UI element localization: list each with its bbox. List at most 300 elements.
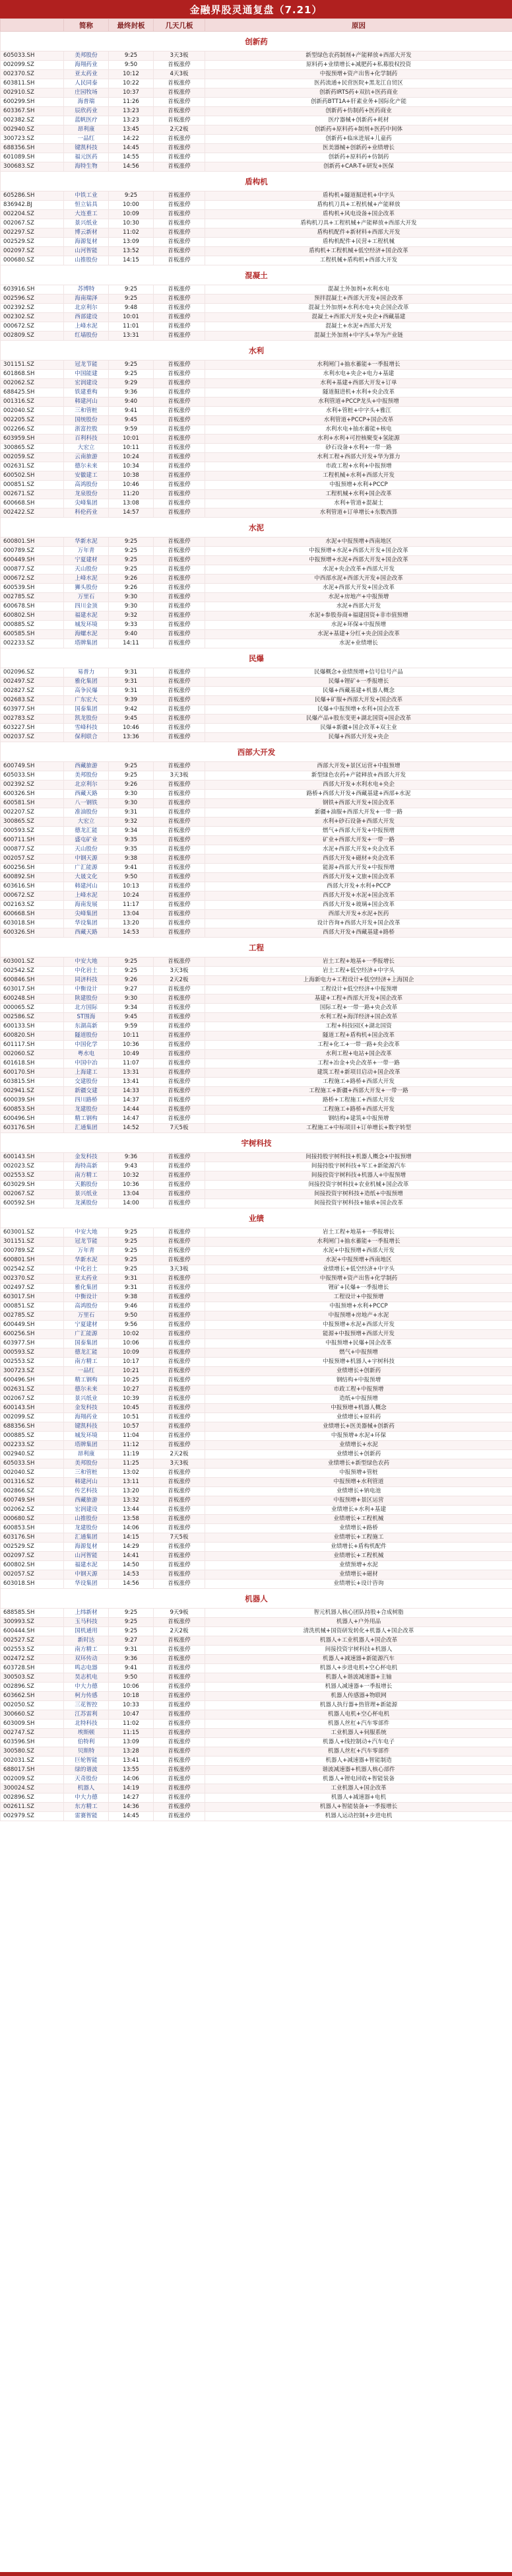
stock-name: 国统股份 bbox=[64, 416, 109, 425]
seal-time: 9:30 bbox=[109, 790, 154, 799]
stock-name: 上峰水泥 bbox=[64, 322, 109, 331]
board-count: 首板涨停 bbox=[154, 910, 205, 919]
reason: 间接投资宇树科技+农业机械+国企改革 bbox=[205, 1181, 512, 1190]
seal-time: 9:25 bbox=[109, 370, 154, 379]
board-count: 首板涨停 bbox=[154, 285, 205, 295]
reason: 水利工程+海洋经济+国企改革 bbox=[205, 1013, 512, 1022]
reason: 机器人+工业机器人+国企改革 bbox=[205, 1636, 512, 1646]
seal-time: 14:22 bbox=[109, 135, 154, 144]
table-row bbox=[1, 845, 512, 854]
table-row bbox=[1, 538, 512, 547]
reason: 工程机械+水利+西部大开发 bbox=[205, 471, 512, 481]
stock-code: 603001.SZ bbox=[1, 1228, 64, 1237]
board-count: 首板涨停 bbox=[154, 1013, 205, 1022]
reason: 水利+砂石设备+西部大开发 bbox=[205, 818, 512, 827]
stock-code: 002809.SZ bbox=[1, 331, 64, 341]
board-count: 首板涨停 bbox=[154, 882, 205, 891]
stock-name: 山河智能 bbox=[64, 247, 109, 256]
seal-time: 10:11 bbox=[109, 444, 154, 453]
table-row bbox=[1, 379, 512, 388]
seal-time: 9:50 bbox=[109, 1673, 154, 1683]
stock-name: 宁夏建材 bbox=[64, 556, 109, 565]
stock-code: 000680.SZ bbox=[1, 256, 64, 265]
stock-code: 002097.SZ bbox=[1, 1552, 64, 1561]
stock-code: 002683.SZ bbox=[1, 696, 64, 705]
stock-code: 002067.SZ bbox=[1, 219, 64, 228]
reason: 清洗机械+国资研发转化+机器人+国企改革 bbox=[205, 1627, 512, 1636]
seal-time: 13:52 bbox=[109, 247, 154, 256]
stock-code: 002040.SZ bbox=[1, 1469, 64, 1478]
stock-code: 600299.SH bbox=[1, 98, 64, 107]
board-count: 首板涨停 bbox=[154, 398, 205, 407]
table-row bbox=[1, 1655, 512, 1664]
reason: 机器人丝杠+汽车零部件 bbox=[205, 1747, 512, 1757]
reason: 间接投资宇树科技+机器人 bbox=[205, 1646, 512, 1655]
reason: 机器人运动控制+步进电机 bbox=[205, 1812, 512, 1821]
table-row bbox=[1, 1228, 512, 1237]
reason: 市政工程+中报预增 bbox=[205, 1385, 512, 1395]
footer-bar bbox=[0, 2572, 512, 2576]
reason: 西部大开发+水利水电+央企 bbox=[205, 781, 512, 790]
stock-code: 002422.SZ bbox=[1, 508, 64, 518]
section-header bbox=[1, 1208, 512, 1228]
stock-name: 万年青 bbox=[64, 547, 109, 556]
stock-code: 600444.SH bbox=[1, 1627, 64, 1636]
stock-name: 传艺科技 bbox=[64, 1487, 109, 1496]
stock-name: 浙富控股 bbox=[64, 425, 109, 435]
stock-code: 603017.SH bbox=[1, 1293, 64, 1302]
stock-name: 红墙股份 bbox=[64, 331, 109, 341]
reason: 业绩增长+新型绿色农药 bbox=[205, 1459, 512, 1469]
stock-name: 准油股份 bbox=[64, 808, 109, 818]
stock-code: 600801.SH bbox=[1, 1256, 64, 1265]
board-count: 首板涨停 bbox=[154, 425, 205, 435]
page-title: 金融界股灵通复盘（7.21） bbox=[0, 0, 512, 18]
table-row bbox=[1, 790, 512, 799]
section-title: 水泥 bbox=[1, 518, 512, 538]
seal-time: 9:36 bbox=[109, 1655, 154, 1664]
board-count: 首板涨停 bbox=[154, 1413, 205, 1422]
stock-code: 000851.SZ bbox=[1, 1302, 64, 1311]
stock-code: 601117.SH bbox=[1, 1041, 64, 1050]
board-count: 首板涨停 bbox=[154, 1190, 205, 1199]
stock-name: 四川路桥 bbox=[64, 1096, 109, 1105]
reason: 业绩增长+盾构机配件 bbox=[205, 1543, 512, 1552]
reason: 水利水电+央企+电力+基建 bbox=[205, 370, 512, 379]
board-count: 首板涨停 bbox=[154, 602, 205, 611]
table-row bbox=[1, 70, 512, 79]
stock-name: 宁夏建材 bbox=[64, 1321, 109, 1330]
reason: 工程+冶金+央企改革+一带一路 bbox=[205, 1059, 512, 1068]
stock-code: 002529.SZ bbox=[1, 238, 64, 247]
stock-code: 688425.SH bbox=[1, 388, 64, 398]
seal-time: 9:31 bbox=[109, 808, 154, 818]
stock-name: 中衡设计 bbox=[64, 1293, 109, 1302]
board-count: 首板涨停 bbox=[154, 928, 205, 938]
stock-code: 601618.SH bbox=[1, 1059, 64, 1068]
board-count: 首板涨停 bbox=[154, 1747, 205, 1757]
board-count: 首板涨停 bbox=[154, 818, 205, 827]
stock-code: 002747.SZ bbox=[1, 1729, 64, 1738]
table-row bbox=[1, 1105, 512, 1115]
seal-time: 9:25 bbox=[109, 285, 154, 295]
board-count: 2天2板 bbox=[154, 125, 205, 135]
stock-code: 601868.SH bbox=[1, 370, 64, 379]
reason: 钢铁+西部大开发+国企改革 bbox=[205, 799, 512, 808]
board-count: 首板涨停 bbox=[154, 668, 205, 678]
reason: 工程施工+路桥+西部大开发 bbox=[205, 1078, 512, 1087]
table-row bbox=[1, 1022, 512, 1031]
seal-time: 9:25 bbox=[109, 565, 154, 574]
board-count: 首板涨停 bbox=[154, 144, 205, 153]
stock-code: 002392.SZ bbox=[1, 304, 64, 313]
table-row bbox=[1, 1561, 512, 1570]
stock-code: 002785.SZ bbox=[1, 593, 64, 602]
board-count: 7天5板 bbox=[154, 1533, 205, 1543]
table-row bbox=[1, 771, 512, 781]
reason: 水利+管桩+中字头+雅江 bbox=[205, 407, 512, 416]
stock-name: 德尔未来 bbox=[64, 1385, 109, 1395]
table-row bbox=[1, 1766, 512, 1775]
stock-code: 603176.SH bbox=[1, 1533, 64, 1543]
stock-name: 交建股份 bbox=[64, 1078, 109, 1087]
stock-name: 广东宏大 bbox=[64, 696, 109, 705]
stock-name: 大晟文化 bbox=[64, 873, 109, 882]
stock-code: 603728.SH bbox=[1, 1664, 64, 1673]
seal-time: 13:58 bbox=[109, 1515, 154, 1524]
stock-code: 300865.SZ bbox=[1, 818, 64, 827]
stock-code: 002370.SZ bbox=[1, 1274, 64, 1284]
seal-time: 9:39 bbox=[109, 696, 154, 705]
stock-code: 002037.SZ bbox=[1, 733, 64, 742]
reason: 盾构机+隧道掘进机+中字头 bbox=[205, 191, 512, 201]
seal-time: 10:02 bbox=[109, 1330, 154, 1339]
stock-name: 龙建股份 bbox=[64, 1105, 109, 1115]
seal-time: 10:06 bbox=[109, 1339, 154, 1348]
seal-time: 9:30 bbox=[109, 994, 154, 1004]
reason: 水利管道+PCCP+国企改革 bbox=[205, 416, 512, 425]
reason: 业绩增长+路桥 bbox=[205, 1524, 512, 1533]
stock-name: 美邦股份 bbox=[64, 52, 109, 61]
table-row bbox=[1, 228, 512, 238]
table-row bbox=[1, 1237, 512, 1247]
stock-code: 002233.SZ bbox=[1, 639, 64, 648]
table-row bbox=[1, 295, 512, 304]
board-count: 首板涨停 bbox=[154, 1256, 205, 1265]
reason: 中报预增+水泥+环保 bbox=[205, 1432, 512, 1441]
stock-code: 600892.SH bbox=[1, 873, 64, 882]
stock-code: 605033.SH bbox=[1, 52, 64, 61]
table-row bbox=[1, 1627, 512, 1636]
stock-code: 002671.SZ bbox=[1, 490, 64, 499]
table-row bbox=[1, 361, 512, 370]
board-count: 7天5板 bbox=[154, 1124, 205, 1133]
board-count: 首板涨停 bbox=[154, 611, 205, 621]
stock-name: 汇通集团 bbox=[64, 1533, 109, 1543]
board-count: 首板涨停 bbox=[154, 854, 205, 864]
board-count: 首板涨停 bbox=[154, 687, 205, 696]
stock-name: 精工钢构 bbox=[64, 1115, 109, 1124]
board-count: 首板涨停 bbox=[154, 1181, 205, 1190]
stock-code: 002031.SZ bbox=[1, 1757, 64, 1766]
stock-code: 002204.SZ bbox=[1, 210, 64, 219]
seal-time: 14:29 bbox=[109, 1543, 154, 1552]
stock-code: 603815.SH bbox=[1, 1078, 64, 1087]
stock-name: 同济科技 bbox=[64, 976, 109, 985]
board-count: 首板涨停 bbox=[154, 1775, 205, 1784]
stock-name: 天奇股份 bbox=[64, 1775, 109, 1784]
seal-time: 9:41 bbox=[109, 1664, 154, 1673]
table-row bbox=[1, 1199, 512, 1208]
table-row bbox=[1, 1496, 512, 1506]
board-count: 首板涨停 bbox=[154, 256, 205, 265]
board-count: 首板涨停 bbox=[154, 985, 205, 994]
table-row bbox=[1, 144, 512, 153]
seal-time: 9:31 bbox=[109, 1284, 154, 1293]
reason: 医美器械+创新药+业绩增长 bbox=[205, 144, 512, 153]
table-row bbox=[1, 574, 512, 584]
header-row bbox=[1, 19, 512, 32]
reason: 医药流通+民营医院+黑龙江自贸区 bbox=[205, 79, 512, 88]
stock-code: 002057.SZ bbox=[1, 854, 64, 864]
stock-code: 002783.SZ bbox=[1, 714, 64, 724]
reason: 混凝土外加剂+中字头+华为产业链 bbox=[205, 331, 512, 341]
stock-code: 002553.SZ bbox=[1, 1358, 64, 1367]
seal-time: 9:36 bbox=[109, 388, 154, 398]
stock-name: 冠龙节能 bbox=[64, 361, 109, 370]
board-count: 首板涨停 bbox=[154, 1022, 205, 1031]
stock-code: 300723.SZ bbox=[1, 135, 64, 144]
stock-code: 000789.SZ bbox=[1, 547, 64, 556]
stock-code: 002370.SZ bbox=[1, 70, 64, 79]
stock-name: 三花智控 bbox=[64, 1701, 109, 1710]
board-count: 首板涨停 bbox=[154, 444, 205, 453]
table-body bbox=[1, 32, 512, 1821]
stock-code: 603029.SH bbox=[1, 1181, 64, 1190]
reason: 机器人+谐波减速器+主轴 bbox=[205, 1673, 512, 1683]
seal-time: 14:15 bbox=[109, 1533, 154, 1543]
table-row bbox=[1, 1115, 512, 1124]
board-count: 首板涨停 bbox=[154, 1432, 205, 1441]
seal-time: 11:02 bbox=[109, 228, 154, 238]
seal-time: 10:01 bbox=[109, 435, 154, 444]
seal-time: 13:31 bbox=[109, 1068, 154, 1078]
stock-name: 华新水泥 bbox=[64, 538, 109, 547]
table-row bbox=[1, 1710, 512, 1720]
table-row bbox=[1, 985, 512, 994]
reason: 水泥+中报预增+西南地区 bbox=[205, 538, 512, 547]
table-row bbox=[1, 453, 512, 462]
reason: 能源+中报预增+西部大开发 bbox=[205, 1330, 512, 1339]
board-count: 2天2板 bbox=[154, 976, 205, 985]
stock-name: 一品红 bbox=[64, 135, 109, 144]
stock-code: 603009.SH bbox=[1, 1720, 64, 1729]
stock-name: 雷赛智能 bbox=[64, 1812, 109, 1821]
board-count: 首板涨停 bbox=[154, 1552, 205, 1561]
table-row bbox=[1, 1050, 512, 1059]
table-row bbox=[1, 1683, 512, 1692]
table-row bbox=[1, 639, 512, 648]
table-row bbox=[1, 1775, 512, 1784]
stock-name: 德尔未来 bbox=[64, 462, 109, 471]
stock-code: 600853.SH bbox=[1, 1105, 64, 1115]
stock-name: 华新水泥 bbox=[64, 1256, 109, 1265]
table-row bbox=[1, 957, 512, 967]
reason: 建筑工程+新项目启动+国企改革 bbox=[205, 1068, 512, 1078]
table-row bbox=[1, 125, 512, 135]
seal-time: 11:07 bbox=[109, 1059, 154, 1068]
stock-code: 002553.SZ bbox=[1, 1646, 64, 1655]
stock-name: 韩建河山 bbox=[64, 398, 109, 407]
reason: 中报预增+水泥+西部大开发+国企改革 bbox=[205, 556, 512, 565]
board-count: 首板涨停 bbox=[154, 1618, 205, 1627]
section-header bbox=[1, 341, 512, 361]
seal-time: 9:48 bbox=[109, 304, 154, 313]
table-row bbox=[1, 818, 512, 827]
table-row bbox=[1, 1543, 512, 1552]
stock-name: 尖峰集团 bbox=[64, 910, 109, 919]
reason: 混凝土+西部大开发+央企+西藏基建 bbox=[205, 313, 512, 322]
stock-code: 600749.SH bbox=[1, 762, 64, 771]
table-row bbox=[1, 191, 512, 201]
board-count: 首板涨停 bbox=[154, 1561, 205, 1570]
stock-name: 贝斯特 bbox=[64, 1747, 109, 1757]
stock-code: 600170.SH bbox=[1, 1068, 64, 1078]
seal-time: 9:25 bbox=[109, 191, 154, 201]
stock-name: 广汇能源 bbox=[64, 864, 109, 873]
board-count: 首板涨停 bbox=[154, 1004, 205, 1013]
stock-code: 002611.SZ bbox=[1, 1803, 64, 1812]
board-count: 首板涨停 bbox=[154, 733, 205, 742]
table-row bbox=[1, 1358, 512, 1367]
seal-time: 13:44 bbox=[109, 1506, 154, 1515]
stock-name: 天山股份 bbox=[64, 845, 109, 854]
board-count: 首板涨停 bbox=[154, 639, 205, 648]
seal-time: 9:34 bbox=[109, 1004, 154, 1013]
board-count: 首板涨停 bbox=[154, 891, 205, 901]
reason: 中报预增+机器人+宇树科技 bbox=[205, 1358, 512, 1367]
reason: 业绩预增+水泥 bbox=[205, 1561, 512, 1570]
seal-time: 9:34 bbox=[109, 827, 154, 836]
limit-up-table bbox=[0, 18, 512, 1821]
stock-code: 002297.SZ bbox=[1, 228, 64, 238]
reason: 间接持股宇树科技+机器人概念+中报预增 bbox=[205, 1153, 512, 1162]
board-count: 首板涨停 bbox=[154, 1237, 205, 1247]
board-count: 首板涨停 bbox=[154, 584, 205, 593]
reason: 业绩增长+工程机械 bbox=[205, 1515, 512, 1524]
seal-time: 9:59 bbox=[109, 425, 154, 435]
stock-code: 600846.SH bbox=[1, 976, 64, 985]
table-row bbox=[1, 1293, 512, 1302]
stock-code: 000789.SZ bbox=[1, 1247, 64, 1256]
reason: 创新药+CAR-T+研发+医保 bbox=[205, 162, 512, 172]
table-row bbox=[1, 1784, 512, 1793]
table-row bbox=[1, 967, 512, 976]
seal-time: 14:52 bbox=[109, 1124, 154, 1133]
stock-code: 002940.SZ bbox=[1, 1450, 64, 1459]
board-count: 首板涨停 bbox=[154, 1031, 205, 1041]
reason: 预拌混凝土+西部大开发+国企改革 bbox=[205, 295, 512, 304]
seal-time: 10:38 bbox=[109, 471, 154, 481]
stock-code: 000065.SZ bbox=[1, 1004, 64, 1013]
board-count: 首板涨停 bbox=[154, 322, 205, 331]
board-count: 首板涨停 bbox=[154, 162, 205, 172]
table-row bbox=[1, 162, 512, 172]
header-code bbox=[1, 19, 64, 32]
reason: 机器人+减速器+电机 bbox=[205, 1793, 512, 1803]
board-count: 首板涨停 bbox=[154, 1710, 205, 1720]
reason: 水泥+西部大开发+央企改革 bbox=[205, 845, 512, 854]
stock-name: 蓝帆医疗 bbox=[64, 116, 109, 125]
stock-code: 002099.SZ bbox=[1, 1413, 64, 1422]
section-header bbox=[1, 1133, 512, 1153]
board-count: 3天3板 bbox=[154, 1265, 205, 1274]
table-row bbox=[1, 1395, 512, 1404]
table-row bbox=[1, 1376, 512, 1385]
seal-time: 9:45 bbox=[109, 416, 154, 425]
board-count: 首板涨停 bbox=[154, 61, 205, 70]
board-count: 首板涨停 bbox=[154, 836, 205, 845]
stock-name: 狮头股份 bbox=[64, 584, 109, 593]
seal-time: 9:27 bbox=[109, 1636, 154, 1646]
board-count: 首板涨停 bbox=[154, 1395, 205, 1404]
stock-code: 600749.SH bbox=[1, 1496, 64, 1506]
board-count: 首板涨停 bbox=[154, 508, 205, 518]
reason: 中报预增+管桩 bbox=[205, 1469, 512, 1478]
stock-code: 600678.SH bbox=[1, 602, 64, 611]
reason: 创新药+仿制药+医药商业 bbox=[205, 107, 512, 116]
stock-name: 万年青 bbox=[64, 1247, 109, 1256]
stock-code: 002529.SZ bbox=[1, 1543, 64, 1552]
stock-name: 三和管桩 bbox=[64, 1469, 109, 1478]
table-row bbox=[1, 781, 512, 790]
reason: 基建+工程+西部大开发+国企改革 bbox=[205, 994, 512, 1004]
board-count: 首板涨停 bbox=[154, 1580, 205, 1589]
seal-time: 13:45 bbox=[109, 125, 154, 135]
board-count: 首板涨停 bbox=[154, 219, 205, 228]
stock-code: 300865.SZ bbox=[1, 444, 64, 453]
board-count: 首板涨停 bbox=[154, 313, 205, 322]
reason: 水泥+业绩增长 bbox=[205, 639, 512, 648]
seal-time: 10:46 bbox=[109, 724, 154, 733]
seal-time: 10:46 bbox=[109, 481, 154, 490]
reason: 水泥+房地产+中报预增 bbox=[205, 593, 512, 602]
board-count: 首板涨停 bbox=[154, 153, 205, 162]
stock-name: 凯龙股份 bbox=[64, 714, 109, 724]
stock-name: 海翔药业 bbox=[64, 61, 109, 70]
seal-time: 9:32 bbox=[109, 818, 154, 827]
board-count: 9天9板 bbox=[154, 1609, 205, 1618]
seal-time: 10:37 bbox=[109, 88, 154, 98]
stock-name: 北京利尔 bbox=[64, 781, 109, 790]
stock-name: 高鸿股份 bbox=[64, 1302, 109, 1311]
seal-time: 13:36 bbox=[109, 733, 154, 742]
board-count: 首板涨停 bbox=[154, 1701, 205, 1710]
board-count: 首板涨停 bbox=[154, 1096, 205, 1105]
reason: 能源+西部大开发+中报预增 bbox=[205, 864, 512, 873]
seal-time: 9:43 bbox=[109, 1162, 154, 1171]
table-row bbox=[1, 1284, 512, 1293]
stock-name: 景兴纸业 bbox=[64, 1395, 109, 1404]
board-count: 首板涨停 bbox=[154, 407, 205, 416]
stock-name: 广汇能源 bbox=[64, 1330, 109, 1339]
seal-time: 9:25 bbox=[109, 967, 154, 976]
seal-time: 13:31 bbox=[109, 331, 154, 341]
stock-name: 中化岩土 bbox=[64, 967, 109, 976]
reason: 工程施工+路桥+西部大开发 bbox=[205, 1105, 512, 1115]
section-title: 业绩 bbox=[1, 1208, 512, 1228]
board-count: 首板涨停 bbox=[154, 416, 205, 425]
